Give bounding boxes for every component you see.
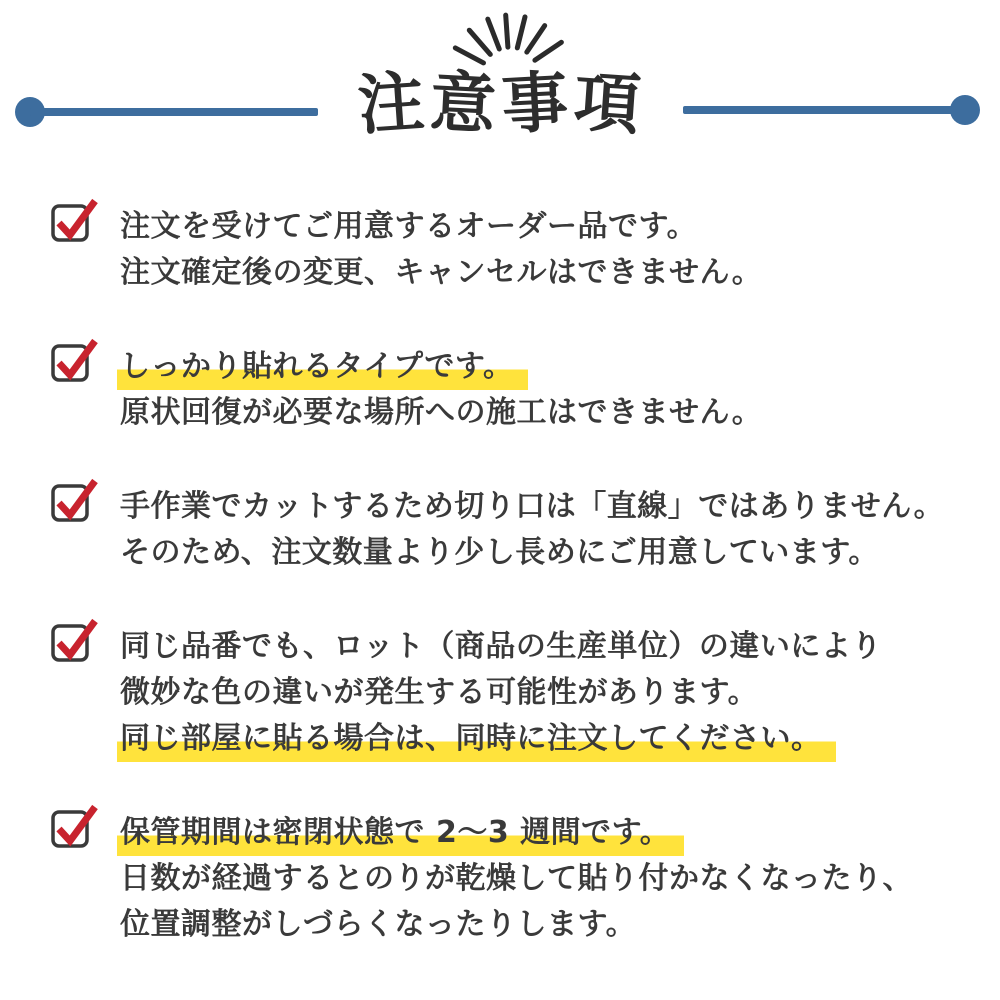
- item-text: [120, 484, 960, 576]
- item-line: 位置調整がしづらくなったりします。: [120, 907, 637, 942]
- item-line: 日数が経過するとのりが乾燥して貼り付かなくなったり、: [120, 861, 913, 896]
- list-item: [50, 810, 960, 948]
- checkbox-checked-icon: [50, 474, 100, 522]
- checkbox-checked-icon: [50, 800, 100, 848]
- right-rule-dot: [950, 95, 980, 125]
- item-line: 微妙な色の違いが発生する可能性があります。: [120, 675, 759, 710]
- title-char: 事: [499, 63, 572, 144]
- item-line-highlighted: しっかり貼れるタイプです。: [120, 344, 960, 390]
- item-text: [120, 204, 960, 296]
- item-line-highlighted: 保管期間は密閉状態で 2〜3 週間です。: [120, 810, 960, 856]
- item-line: 手作業でカットするため切り口は「直線」ではありません。: [120, 489, 945, 524]
- item-line-highlighted: 同じ部屋に貼る場合は、同時に注文してください。: [120, 716, 960, 762]
- title-char: 注: [355, 62, 429, 145]
- checkbox-checked-icon: [50, 614, 100, 662]
- item-line: そのため、注文数量より少し長めにご用意しています。: [120, 535, 879, 570]
- header: [0, 0, 1000, 190]
- right-rule-line: [683, 106, 963, 114]
- title-char: 項: [571, 62, 645, 145]
- item-line: 同じ品番でも、ロット（商品の生産単位）の違いにより: [120, 629, 882, 664]
- item-text: [120, 344, 960, 436]
- title-char: 意: [428, 63, 501, 144]
- item-line: 注文確定後の変更、キャンセルはできません。: [120, 255, 763, 290]
- list-item: [50, 204, 960, 296]
- list-item: [50, 624, 960, 762]
- page-title: [0, 62, 1000, 145]
- item-text: [120, 624, 960, 762]
- checkbox-checked-icon: [50, 334, 100, 382]
- notice-list: [50, 190, 960, 948]
- item-text: [120, 810, 960, 948]
- list-item: [50, 344, 960, 436]
- list-item: [50, 484, 960, 576]
- item-line: 注文を受けてご用意するオーダー品です。: [120, 209, 698, 244]
- checkbox-checked-icon: [50, 194, 100, 242]
- item-line: 原状回復が必要な場所への施工はできません。: [120, 395, 763, 430]
